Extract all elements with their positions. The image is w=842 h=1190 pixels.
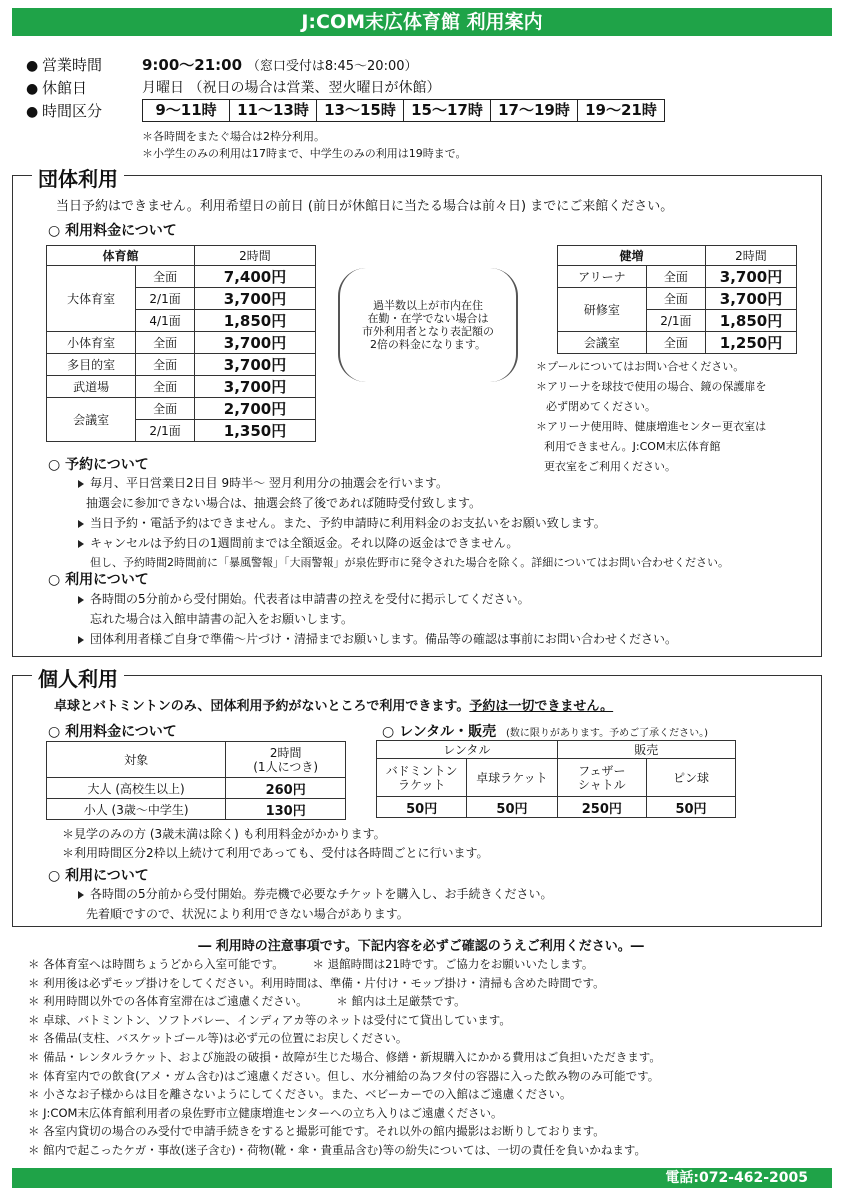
list-item: 先着順ですので、状況により利用できない場合があります。: [86, 907, 409, 921]
bullet-icon: ●: [26, 81, 39, 97]
list-item: 但し、予約時間2時間前に「暴風警報」「大雨警報」が泉佐野市に発令された場合を除く。詳細についてはお問い合わせください。: [90, 556, 730, 569]
list-item: [78, 473, 729, 493]
note-line: ＊利用時間区分2枠以上続けて利用であっても、受付は各時間ごとに行います。: [62, 846, 489, 860]
price-cell: 3,700円: [195, 354, 316, 376]
individual-title: 個人利用: [32, 663, 124, 692]
list-item-text: 各時間の5分前から受付開始。券売機で必要なチケットを購入し、お手続きください。: [90, 887, 553, 901]
note-line: 在勤・在学でない場合は: [367, 312, 489, 325]
outside-resident-note: [338, 268, 518, 382]
hours-row: [26, 54, 102, 75]
rental-header: レンタル: [377, 741, 558, 759]
area-cell: 全面: [646, 288, 705, 310]
slot-note: ＊小学生のみの利用は17時まで、中学生のみの利用は19時まで。: [142, 147, 467, 160]
list-item-text: 毎月、平日営業日2日目 9時半〜 翌月利用分の抽選会を行います。: [90, 476, 448, 490]
individual-use-heading: ○ 利用について: [48, 868, 149, 884]
price-cell: 2,700円: [195, 398, 316, 420]
notice-item: ＊ 各体育室へは時間ちょうどから入室可能です。 ＊ 退館時間は21時です。ご協力をお願いいたします。: [28, 957, 594, 971]
list-item: 忘れた場合は入館申請書の記入をお願いします。: [90, 612, 354, 626]
item-cell: [377, 759, 467, 797]
notice-item: ＊ 利用後は必ずモップ掛けをしてください。利用時間は、準備・片付け・モップ掛け・清掃も含めた時間です。: [28, 975, 605, 990]
page-title: J:COM末広体育館 利用案内: [301, 11, 543, 33]
note-line: 市外利用者となり表記額の: [362, 325, 494, 338]
time-slot: 9〜11時: [143, 100, 230, 121]
slot-note: ＊各時間をまたぐ場合は2枠分利用。: [142, 130, 325, 143]
group-use-heading: ○ 利用について: [48, 572, 149, 588]
item-cell: [557, 759, 646, 797]
time-slot: 13〜15時: [317, 100, 404, 121]
price-cell: 50円: [377, 797, 467, 818]
table-header: 対象: [47, 742, 226, 778]
area-cell: 全面: [646, 332, 705, 354]
list-item-text: 各時間の5分前から受付開始。代表者は申請書の控えを受付に掲示してください。: [90, 592, 530, 606]
price-cell: 50円: [647, 797, 736, 818]
item-cell: [467, 759, 557, 797]
area-cell: 全面: [136, 398, 195, 420]
notice-item: ＊ 備品・レンタルラケット、および施設の破損・故障が生じた場合、修繕・新規購入にかかる費用はご負担いただきます。: [28, 1049, 661, 1064]
header-line: 2時間: [269, 745, 302, 760]
individual-intro-main: 卓球とバトミントンのみ、団体利用予約がないところで利用できます。: [54, 699, 470, 714]
item-name: ピン球: [673, 770, 710, 785]
time-slot: 17〜19時: [491, 100, 578, 121]
notice-item: ＊ 館内で起こったケガ・事故(迷子含む)・荷物(靴・傘・貴重品含む)等の紛失については、一切の責任を負いかねます。: [28, 1142, 646, 1157]
bullet-icon: ●: [26, 104, 39, 120]
rental-subnote: (数に限りがあります。予めご了承ください。): [506, 728, 709, 739]
price-cell: 50円: [467, 797, 557, 818]
price-cell: 7,400円: [195, 266, 316, 288]
bullet-icon: ●: [26, 58, 39, 74]
area-cell: 全面: [646, 266, 705, 288]
notice-item: ＊ 各室内貸切の場合のみ受付で申請手続きをすると撮影可能です。それ以外の館内撮影はお断りしております。: [28, 1124, 605, 1139]
room-cell: 小体育室: [47, 332, 136, 354]
item-name: シャトル: [577, 777, 626, 792]
price-cell: 1,350円: [195, 420, 316, 442]
closed-value: 月曜日 （祝日の場合は営業、翌火曜日が休館）: [142, 80, 441, 96]
time-slot: 11〜13時: [230, 100, 317, 121]
note-line: 過半数以上が市内在住: [373, 299, 483, 312]
triangle-bullet-icon: [78, 891, 84, 899]
sale-header: 販売: [557, 741, 735, 759]
time-slot: 19〜21時: [585, 101, 657, 119]
list-item-text: 当日予約・電話予約はできません。また、予約申請時に利用料金のお支払いをお願い致します。: [90, 516, 606, 530]
room-cell: 武道場: [47, 376, 136, 398]
health-note: 必ず閉めてください。: [546, 400, 656, 413]
price-cell: 1,850円: [706, 310, 797, 332]
health-fee-table: [557, 245, 797, 354]
area-cell: 全面: [136, 266, 195, 288]
room-cell: 大体育室: [47, 266, 136, 332]
item-name: フェザー: [578, 763, 626, 778]
rental-heading-row: [382, 721, 708, 741]
area-cell: 2/1面: [136, 420, 195, 442]
notice-heading: ― 利用時の注意事項です。下記内容を必ずご確認のうえご利用ください。―: [198, 939, 644, 954]
area-cell: 4/1面: [136, 310, 195, 332]
price-cell: 3,700円: [195, 288, 316, 310]
list-item: [78, 589, 677, 609]
price-cell: 3,700円: [706, 266, 797, 288]
area-cell: 2/1面: [646, 310, 705, 332]
room-cell: 多目的室: [47, 354, 136, 376]
list-item: [78, 629, 677, 649]
area-cell: 全面: [136, 332, 195, 354]
individual-fee-table: [46, 741, 346, 820]
price-cell: 3,700円: [195, 376, 316, 398]
header-line: (1人につき): [253, 759, 319, 774]
reserve-heading: ○ 予約について: [48, 457, 149, 473]
group-use-list: [78, 589, 677, 649]
page-title-bar: [12, 8, 832, 36]
group-intro: 当日予約はできません。利用希望日の前日 (前日が休館日に当たる場合は前々日) までにご来館ください。: [56, 199, 674, 214]
triangle-bullet-icon: [78, 540, 84, 548]
health-note: ＊アリーナ使用時、健康増進センター更衣室は: [536, 420, 767, 433]
hours-window: （窓口受付は8:45〜20:00）: [246, 59, 418, 74]
list-item-text: 団体利用者様ご自身で準備〜片づけ・清掃までお願いします。備品等の確認は事前にお問い合わせください。: [90, 632, 678, 646]
item-cell: [647, 759, 736, 797]
reserve-list: [78, 473, 729, 573]
closed-label: 休館日: [42, 79, 88, 97]
rental-table: [376, 740, 736, 818]
notice-item: ＊ 体育室内での飲食(アメ・ガム含む)はご遠慮ください。但し、水分補給の為フタ付の容器に入った飲み物のみ可能です。: [28, 1068, 660, 1083]
rental-heading: ○ レンタル・販売: [382, 724, 497, 740]
gym-fee-table: [46, 245, 316, 442]
list-item: [78, 533, 729, 553]
footer-bar: [12, 1168, 832, 1188]
notice-item: ＊ 各備品(支柱、バスケットゴール等)は必ず元の位置にお戻しください。: [28, 1031, 408, 1046]
table-header: 健増: [558, 246, 706, 266]
triangle-bullet-icon: [78, 480, 84, 488]
notice-item: ＊ 利用時間以外での各体育室滞在はご遠慮ください。 ＊ 館内は土足厳禁です。: [28, 994, 466, 1009]
item-name: 卓球ラケット: [476, 770, 548, 785]
table-header: 2時間: [706, 246, 797, 266]
phone-number: 電話:072-462-2005: [665, 1170, 808, 1186]
item-name: バドミントン: [385, 763, 458, 778]
hours-label: 営業時間: [42, 56, 103, 74]
notice-item: ＊ 卓球、バトミントン、ソフトバレー、インディアカ等のネットは受付にて貸出しています。: [28, 1012, 511, 1027]
health-note: ＊プールについてはお問い合せください。: [536, 360, 745, 373]
triangle-bullet-icon: [78, 636, 84, 644]
time-slot: 15〜17時: [404, 100, 491, 121]
notice-item: ＊ J:COM末広体育館利用者の泉佐野市立健康増進センターへの立ち入りはご遠慮ください。: [28, 1105, 503, 1120]
individual-notes: [62, 825, 489, 863]
room-cell: 会議室: [558, 332, 647, 354]
individual-fee-heading: ○ 利用料金について: [48, 724, 177, 740]
time-slots: [142, 99, 665, 122]
area-cell: 全面: [136, 376, 195, 398]
price-cell: 260円: [226, 778, 346, 799]
triangle-bullet-icon: [78, 520, 84, 528]
notice-item: ＊ 小さなお子様からは目を離さないようにしてください。また、ベビーカーでの入館はご遠慮ください。: [28, 1087, 572, 1102]
hours-time: 9:00〜21:00: [142, 56, 243, 74]
room-cell: アリーナ: [558, 266, 647, 288]
table-header: 2時間: [195, 246, 316, 266]
health-note: ＊アリーナを球技で使用の場合、鏡の保護扉を: [536, 380, 767, 393]
room-cell: 会議室: [47, 398, 136, 442]
slots-row: [26, 100, 102, 121]
room-cell: 研修室: [558, 288, 647, 332]
table-header: [226, 742, 346, 778]
hours-value: [142, 54, 418, 75]
price-cell: 3,700円: [706, 288, 797, 310]
price-cell: 1,250円: [706, 332, 797, 354]
price-cell: 250円: [557, 797, 646, 818]
triangle-bullet-icon: [78, 596, 84, 604]
list-item: [78, 884, 553, 904]
health-notes: [536, 357, 767, 477]
group-fee-heading: ○ 利用料金について: [48, 223, 177, 239]
area-cell: 2/1面: [136, 288, 195, 310]
area-cell: 全面: [136, 354, 195, 376]
who-cell: 小人 (3歳〜中学生): [47, 799, 226, 820]
who-cell: 大人 (高校生以上): [47, 778, 226, 799]
individual-intro: [54, 695, 613, 714]
closed-row: [26, 77, 87, 98]
health-note: 利用できません。J:COM末広体育館: [544, 440, 721, 453]
note-line: 2倍の料金になります。: [369, 338, 487, 351]
table-header: 体育館: [47, 246, 195, 266]
health-note: 更衣室をご利用ください。: [544, 460, 676, 473]
list-item: 抽選会に参加できない場合は、抽選会終了後であれば随時受付致します。: [86, 496, 482, 510]
item-name: ラケット: [397, 777, 446, 792]
no-reservation-text: 予約は一切できません。: [469, 699, 614, 714]
list-item-text: キャンセルは予約日の1週間前までは全額返金。それ以降の返金はできません。: [90, 536, 519, 550]
list-item: [78, 513, 729, 533]
notice-list: [28, 955, 661, 1160]
price-cell: 1,850円: [195, 310, 316, 332]
individual-use-list: [78, 884, 553, 924]
note-line: ＊見学のみの方 (3歳未満は除く) も利用料金がかかります。: [62, 827, 386, 841]
slots-label: 時間区分: [42, 102, 103, 120]
price-cell: 130円: [226, 799, 346, 820]
price-cell: 3,700円: [195, 332, 316, 354]
group-title: 団体利用: [32, 163, 124, 192]
